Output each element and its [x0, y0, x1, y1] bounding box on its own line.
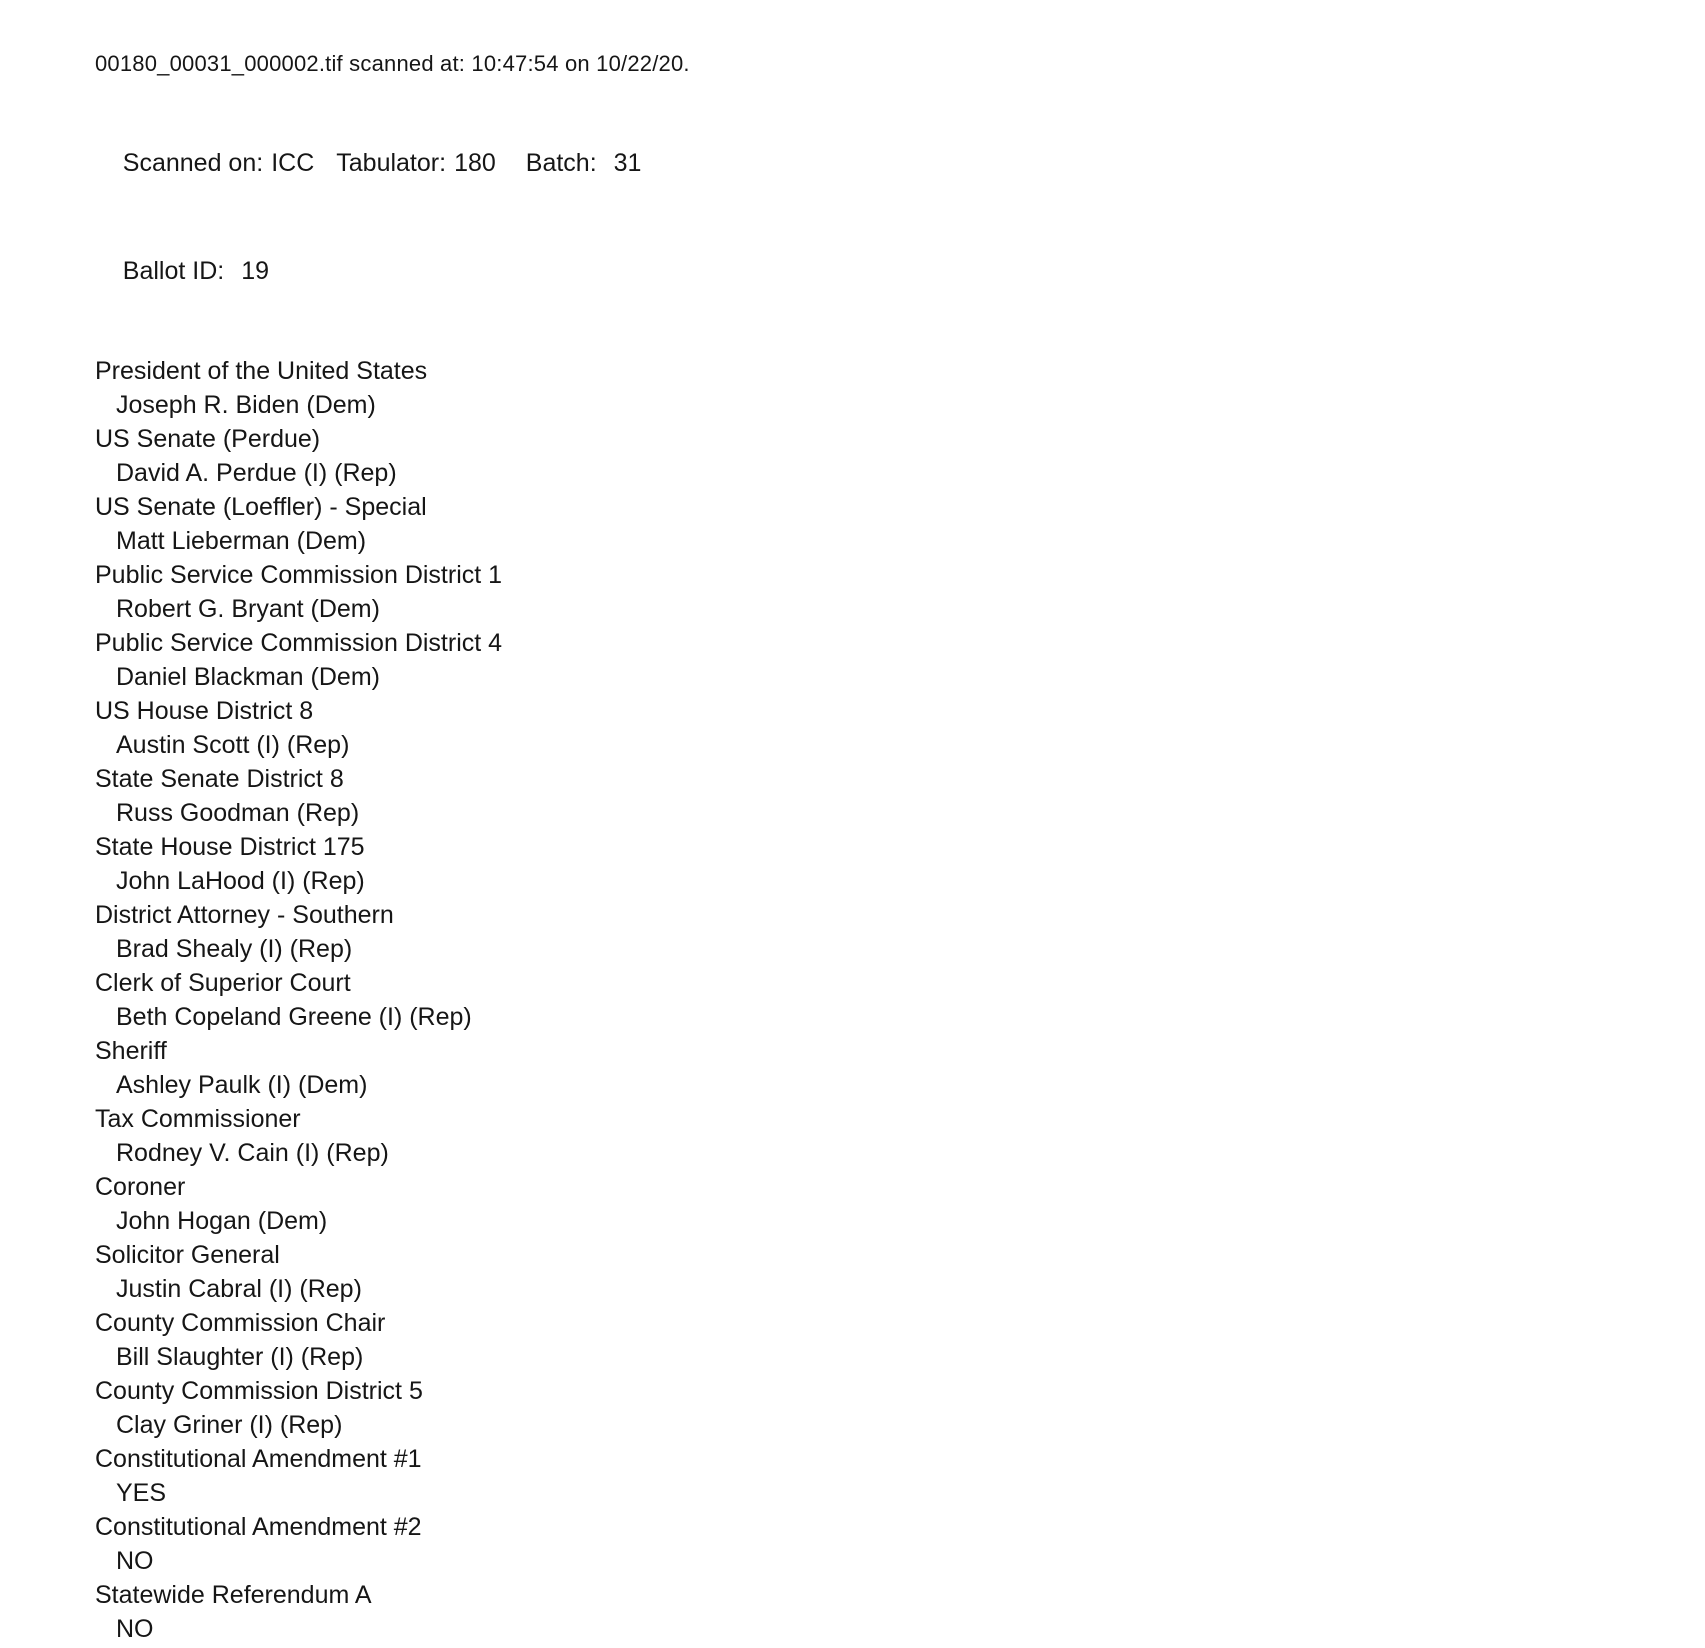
contest-title: Statewide Referendum A: [95, 1581, 372, 1609]
contest-title: Public Service Commission District 4: [95, 629, 503, 657]
contest-title: Clerk of Superior Court: [95, 969, 351, 997]
contest-row: [95, 1442, 1665, 1510]
contest-row: [95, 422, 1665, 490]
contest-selection: Ashley Paulk (I) (Dem): [116, 1071, 368, 1099]
tabulator-label: Tabulator:: [336, 149, 447, 177]
contest-title: US House District 8: [95, 697, 314, 725]
contest-title: Coroner: [95, 1173, 186, 1201]
contest-selection: Brad Shealy (I) (Rep): [116, 935, 353, 963]
contest-selection: NO: [116, 1615, 154, 1643]
contest-row: [95, 1102, 1665, 1170]
ballot-id-value: 19: [241, 257, 270, 285]
contest-row: [95, 1034, 1665, 1102]
contest-selection: Joseph R. Biden (Dem): [116, 391, 376, 419]
contest-row: [95, 354, 1665, 422]
contest-row: [95, 1170, 1665, 1238]
tabulator-value: 180: [454, 149, 496, 177]
contest-row: [95, 966, 1665, 1034]
contest-selection: Austin Scott (I) (Rep): [116, 731, 350, 759]
contest-title: Solicitor General: [95, 1241, 280, 1269]
contest-row: [95, 898, 1665, 966]
contest-selection: Robert G. Bryant (Dem): [116, 595, 380, 623]
ballot-id-label: Ballot ID:: [122, 257, 225, 285]
contest-title: State House District 175: [95, 833, 365, 861]
contest-selection: Bill Slaughter (I) (Rep): [116, 1343, 364, 1371]
contest-row: [95, 1306, 1665, 1374]
batch-label: Batch:: [525, 149, 597, 177]
contest-selection: Matt Lieberman (Dem): [116, 527, 367, 555]
contest-list: [95, 354, 1665, 1646]
contest-row: [95, 558, 1665, 626]
contest-selection: Clay Griner (I) (Rep): [116, 1411, 343, 1439]
batch-value: 31: [613, 149, 642, 177]
contest-selection: John LaHood (I) (Rep): [116, 867, 365, 895]
contest-title: County Commission District 5: [95, 1377, 423, 1405]
contest-row: [95, 762, 1665, 830]
contest-title: President of the United States: [95, 357, 428, 385]
contest-row: [95, 830, 1665, 898]
contest-row: [95, 490, 1665, 558]
contest-selection: Daniel Blackman (Dem): [116, 663, 380, 691]
contest-title: US Senate (Perdue): [95, 425, 321, 453]
contest-row: [95, 1238, 1665, 1306]
scan-info-line: [95, 109, 1665, 217]
contest-title: Constitutional Amendment #2: [95, 1513, 422, 1541]
contest-selection: YES: [116, 1479, 167, 1507]
contest-title: Constitutional Amendment #1: [95, 1445, 422, 1473]
contest-selection: Justin Cabral (I) (Rep): [116, 1275, 362, 1303]
contest-title: US Senate (Loeffler) - Special: [95, 493, 427, 521]
ballot-id-line: [95, 217, 1665, 325]
contest-title: State Senate District 8: [95, 765, 344, 793]
contest-selection: Beth Copeland Greene (I) (Rep): [116, 1003, 472, 1031]
contest-row: [95, 1374, 1665, 1442]
contest-row: [95, 1510, 1665, 1578]
contest-title: Sheriff: [95, 1037, 167, 1065]
scanned-on-label: Scanned on:: [122, 149, 264, 177]
contest-row: [95, 1578, 1665, 1646]
contest-selection: Russ Goodman (Rep): [116, 799, 360, 827]
scanned-on-value: ICC: [271, 149, 315, 177]
contest-selection: John Hogan (Dem): [116, 1207, 328, 1235]
contest-row: [95, 694, 1665, 762]
file-scan-header: 00180_00031_000002.tif scanned at: 10:47:54 on 10/22/20.: [95, 51, 690, 76]
contest-title: County Commission Chair: [95, 1309, 386, 1337]
contest-title: Public Service Commission District 1: [95, 561, 503, 589]
contest-title: District Attorney - Southern: [95, 901, 394, 929]
contest-selection: Rodney V. Cain (I) (Rep): [116, 1139, 389, 1167]
contest-row: [95, 626, 1665, 694]
contest-selection: David A. Perdue (I) (Rep): [116, 459, 397, 487]
contest-title: Tax Commissioner: [95, 1105, 301, 1133]
contest-selection: NO: [116, 1547, 154, 1575]
